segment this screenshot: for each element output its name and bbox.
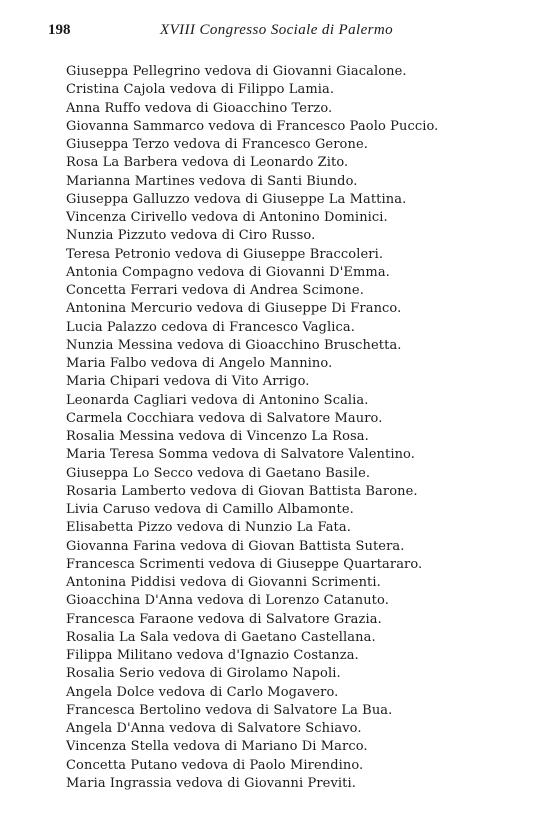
list-item: Giovanna Sammarco vedova di Francesco Paolo Puccio. — [66, 118, 439, 134]
list-item: Rosalia Serio vedova di Girolamo Napoli. — [66, 666, 341, 682]
running-title: XVIII Congresso Sociale di Palermo — [160, 22, 394, 38]
list-item: Vincenza Cirivello vedova di Antonino Dominici. — [66, 210, 388, 225]
list-item: Giuseppa Galluzzo vedova di Giuseppe La Mattina. — [66, 191, 407, 207]
list-item: Francesca Bertolino vedova di Salvatore La Bua. — [66, 702, 393, 718]
page-number: 198 — [48, 22, 71, 38]
list-item: Concetta Ferrari vedova di Andrea Scimone. — [66, 283, 364, 298]
list-item: Francesca Scrimenti vedova di Giuseppe Quartararo. — [66, 556, 423, 572]
list-item: Lucia Palazzo cedova di Francesco Vaglica. — [66, 319, 355, 335]
list-item: Antonina Mercurio vedova di Giuseppe Di Franco. — [66, 301, 402, 317]
list-item: Antonia Compagno vedova di Giovanni D'Emma. — [66, 264, 390, 280]
list-item: Filippa Militano vedova d'Ignazio Costanza. — [66, 648, 359, 663]
widow-list — [66, 63, 526, 793]
list-item: Marianna Martines vedova di Santi Biundo. — [66, 173, 358, 189]
list-item: Vincenza Stella vedova di Mariano Di Marco. — [66, 739, 368, 755]
list-item: Giuseppa Lo Secco vedova di Gaetano Basile. — [66, 465, 371, 481]
list-item: Giuseppa Terzo vedova di Francesco Gerone. — [66, 137, 368, 152]
list-item: Rosalia La Sala vedova di Gaetano Castellana. — [66, 629, 376, 645]
list-item: Cristina Cajola vedova di Filippo Lamia. — [66, 82, 335, 98]
list-item: Rosaria Lamberto vedova di Giovan Battista Barone. — [66, 483, 418, 499]
list-item: Maria Teresa Somma vedova di Salvatore Valentino. — [66, 447, 415, 463]
list-item: Gioacchina D'Anna vedova di Lorenzo Catanuto. — [66, 593, 389, 609]
list-item: Angela D'Anna vedova di Salvatore Schiavo. — [66, 721, 362, 736]
list-item: Angela Dolce vedova di Carlo Mogavero. — [66, 684, 339, 700]
page-header — [48, 22, 510, 42]
list-item: Giovanna Farina vedova di Giovan Battista Sutera. — [66, 538, 405, 554]
list-item: Giuseppa Pellegrino vedova di Giovanni Giacalone. — [66, 64, 407, 79]
list-item: Rosalia Messina vedova di Vincenzo La Rosa. — [66, 429, 369, 444]
list-item: Teresa Petronio vedova di Giuseppe Braccoleri. — [66, 246, 384, 262]
list-item: Elisabetta Pizzo vedova di Nunzio La Fata. — [66, 520, 351, 536]
list-item: Antonina Piddisi vedova di Giovanni Scrimenti. — [66, 575, 381, 590]
list-item: Anna Ruffo vedova di Gioacchino Terzo. — [66, 100, 333, 116]
list-item: Carmela Cocchiara vedova di Salvatore Mauro. — [66, 410, 383, 426]
list-item: Maria Ingrassia vedova di Giovanni Previti. — [66, 775, 356, 791]
list-item: Nunzia Pizzuto vedova di Ciro Russo. — [66, 228, 316, 244]
list-item: Concetta Putano vedova di Paolo Mirendino. — [66, 757, 364, 773]
list-item: Maria Chipari vedova di Vito Arrigo. — [66, 374, 310, 390]
list-item: Livia Caruso vedova di Camillo Albamonte. — [66, 502, 354, 517]
list-item: Rosa La Barbera vedova di Leonardo Zito. — [66, 155, 349, 171]
list-item: Maria Falbo vedova di Angelo Mannino. — [66, 356, 333, 371]
list-item: Francesca Faraone vedova di Salvatore Grazia. — [66, 611, 382, 627]
list-item: Nunzia Messina vedova di Gioacchino Bruschetta. — [66, 337, 402, 353]
list-item: Leonarda Cagliari vedova di Antonino Scalia. — [66, 392, 369, 408]
